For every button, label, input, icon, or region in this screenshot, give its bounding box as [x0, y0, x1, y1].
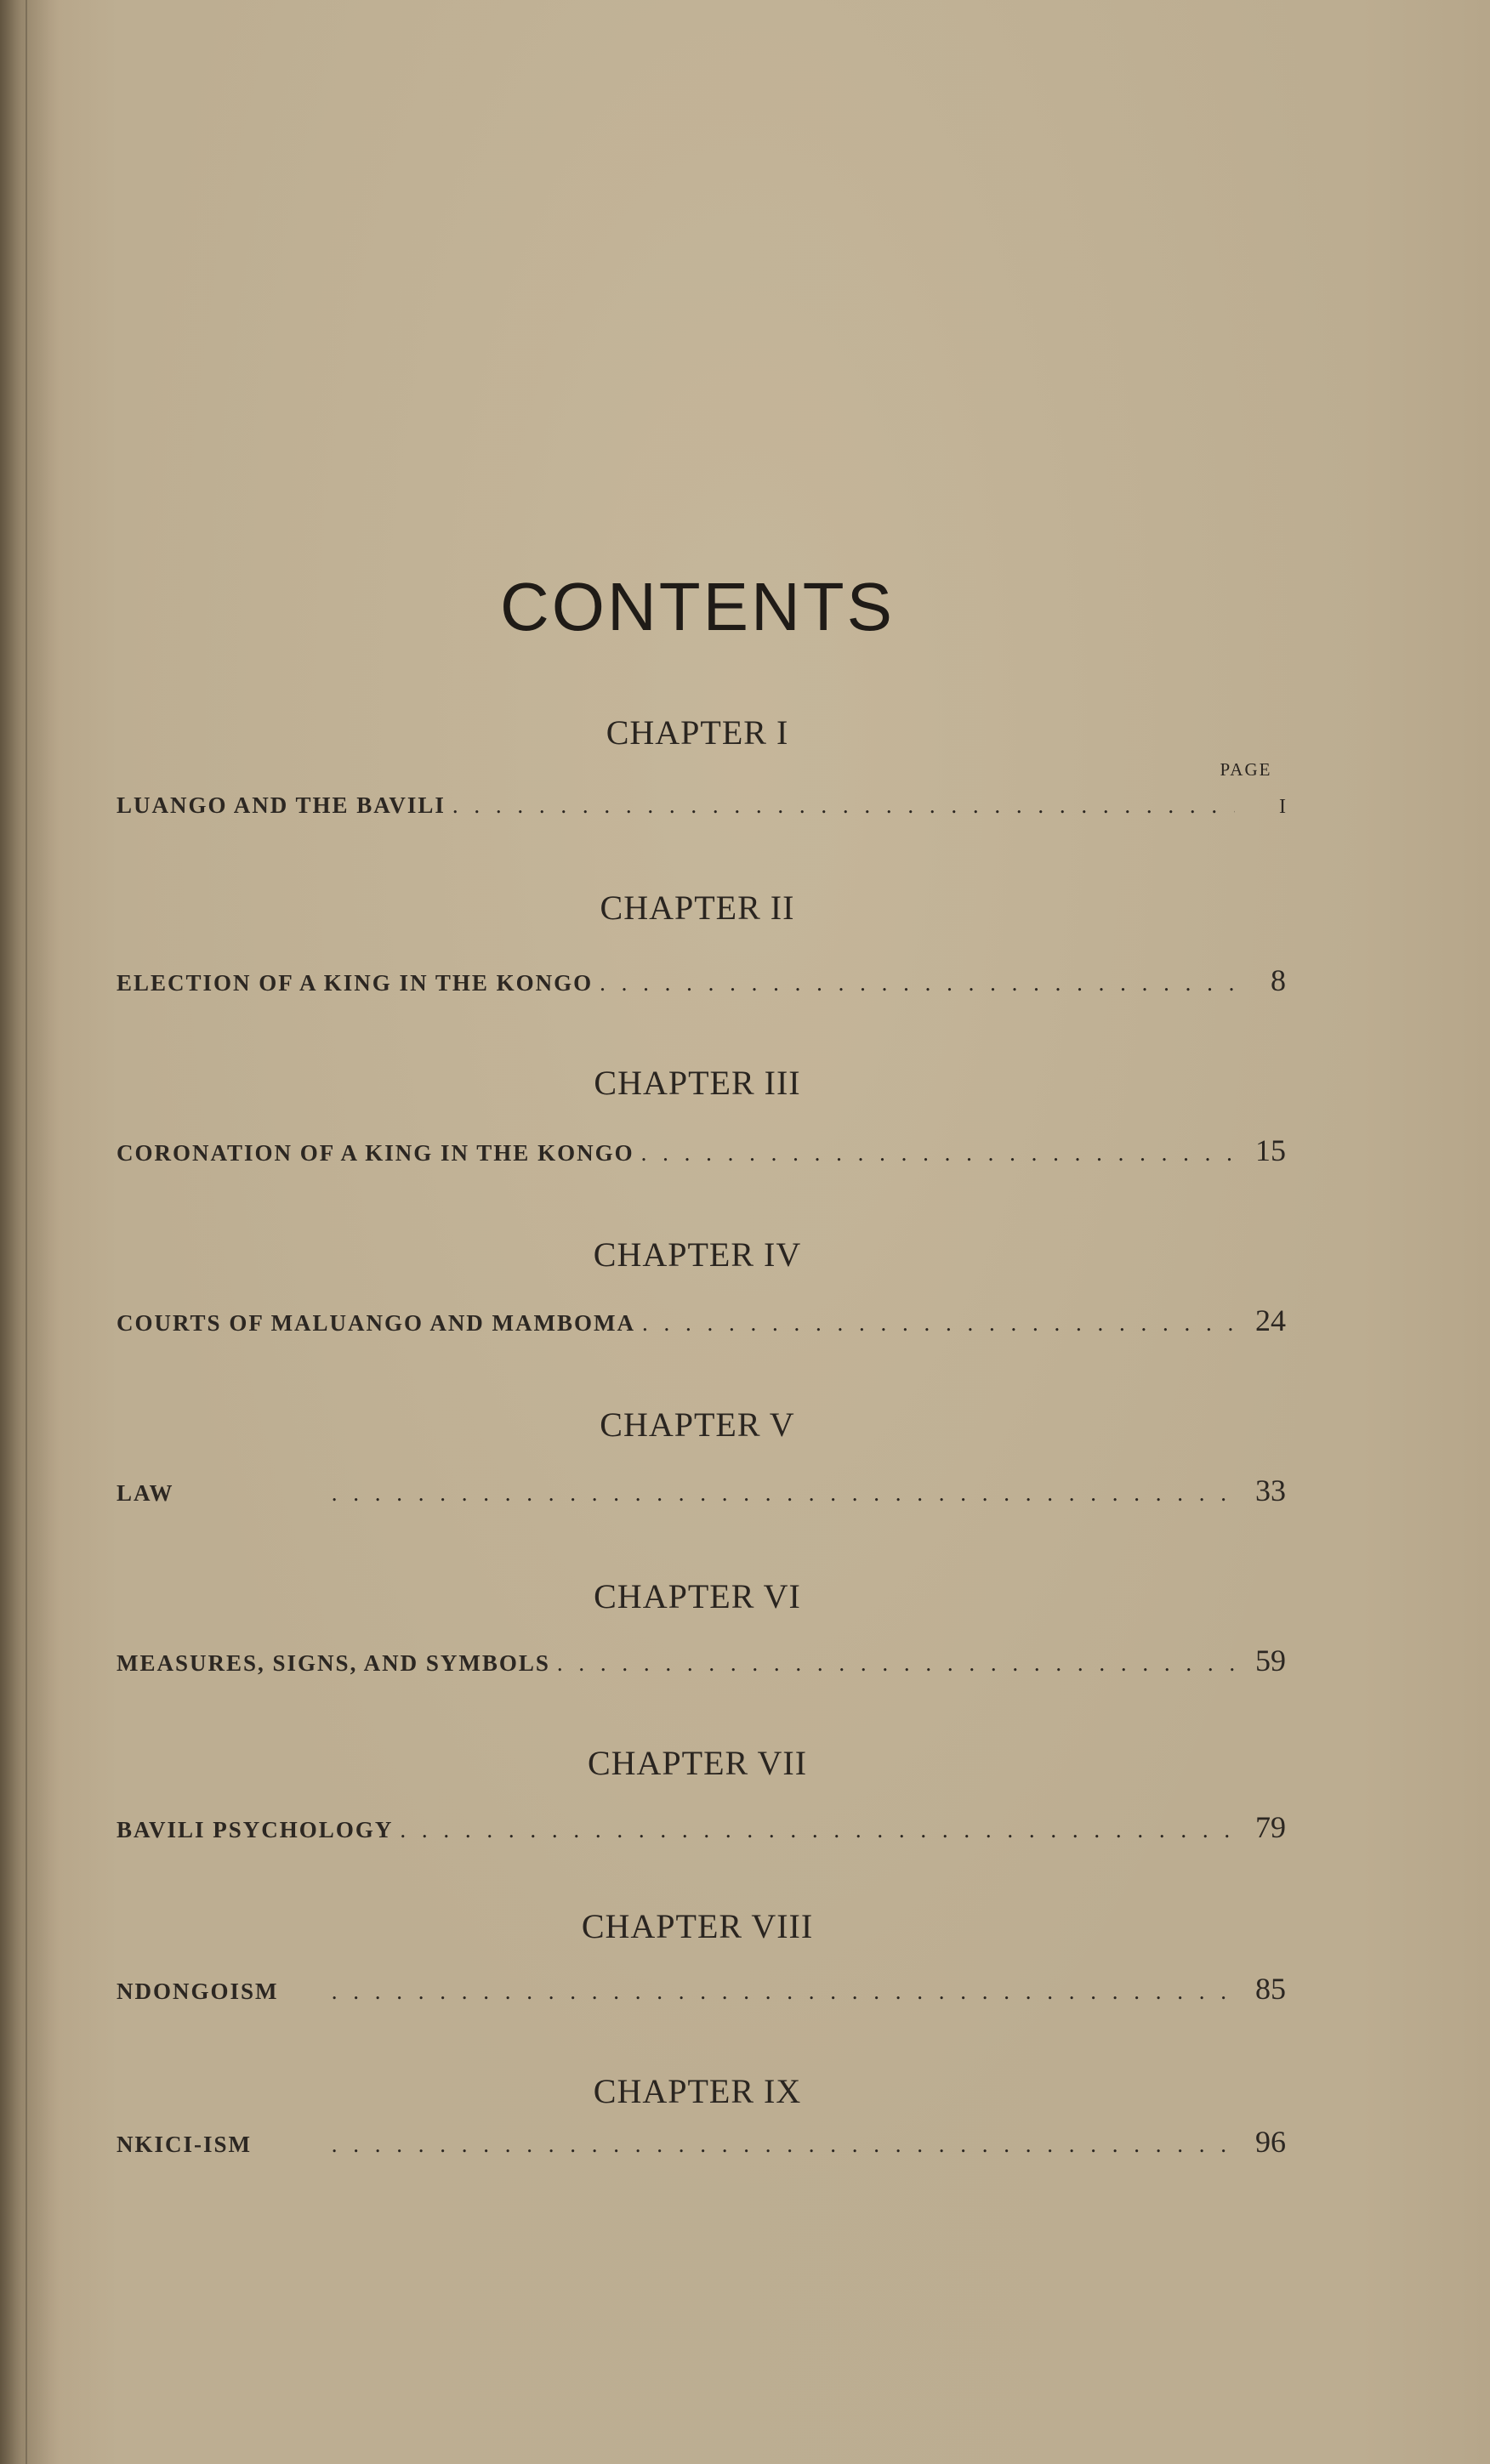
- toc-entry: [117, 2124, 1286, 2166]
- chapter-heading: CHAPTER III: [594, 1064, 801, 1102]
- toc-entry-title: ELECTION OF A KING IN THE KONGO: [117, 970, 594, 996]
- chapter-heading: CHAPTER VI: [594, 1577, 801, 1615]
- toc-leader-dots: [634, 1140, 1235, 1167]
- page-column-label: PAGE: [1220, 759, 1272, 780]
- toc-entry-title: CORONATION OF A KING IN THE KONGO: [117, 1140, 634, 1166]
- toc-entry: [117, 1809, 1286, 1852]
- toc-entry-title: NKICI-ISM: [117, 2132, 253, 2157]
- page-title: CONTENTS: [500, 569, 895, 644]
- chapter-heading: CHAPTER V: [600, 1405, 795, 1444]
- toc-entry: [117, 1971, 1286, 2013]
- toc-leader-dots: [279, 1979, 1235, 2005]
- toc-leader-dots: [446, 792, 1235, 819]
- toc-entry-page: 85: [1255, 1972, 1286, 2006]
- toc-leader-dots: [174, 1480, 1235, 1507]
- toc-entry: [117, 1133, 1286, 1175]
- chapter-heading: CHAPTER I: [606, 713, 789, 752]
- chapter-heading: CHAPTER IV: [593, 1235, 802, 1274]
- toc-entry: [117, 1303, 1286, 1345]
- toc-entry-title: BAVILI PSYCHOLOGY: [117, 1817, 394, 1842]
- toc-leader-dots: [593, 970, 1235, 996]
- toc-leader-dots: [393, 1817, 1235, 1843]
- toc-entry: [117, 962, 1286, 1005]
- toc-entry-title: LUANGO AND THE BAVILI: [117, 792, 446, 818]
- toc-entry-page: 96: [1255, 2125, 1286, 2159]
- chapter-heading: CHAPTER IX: [593, 2072, 802, 2110]
- toc-leader-dots: [550, 1650, 1235, 1677]
- toc-entry-title: NDONGOISM: [117, 1979, 279, 2004]
- toc-entry-page: 15: [1255, 1133, 1286, 1167]
- toc-entry: [117, 1643, 1286, 1685]
- toc-entry-title: COURTS OF MALUANGO AND MAMBOMA: [117, 1310, 636, 1336]
- chapter-heading: CHAPTER II: [600, 889, 795, 927]
- toc-entry-title: LAW: [117, 1480, 174, 1506]
- toc-leader-dots: [635, 1310, 1235, 1337]
- toc-entry: [117, 792, 1286, 835]
- toc-leader-dots: [252, 2132, 1235, 2158]
- chapter-heading: CHAPTER VII: [587, 1744, 808, 1782]
- toc-entry-page: 33: [1255, 1473, 1286, 1507]
- toc-entry-page: 59: [1255, 1644, 1286, 1678]
- toc-entry-page: 79: [1255, 1810, 1286, 1844]
- toc-entry-page: I: [1279, 796, 1286, 818]
- toc-entry-page: 8: [1271, 963, 1286, 997]
- toc-entry-title: MEASURES, SIGNS, AND SYMBOLS: [117, 1650, 550, 1676]
- toc-entry: [117, 1473, 1286, 1515]
- chapter-heading: CHAPTER VIII: [581, 1907, 814, 1945]
- toc-entry-page: 24: [1255, 1303, 1286, 1337]
